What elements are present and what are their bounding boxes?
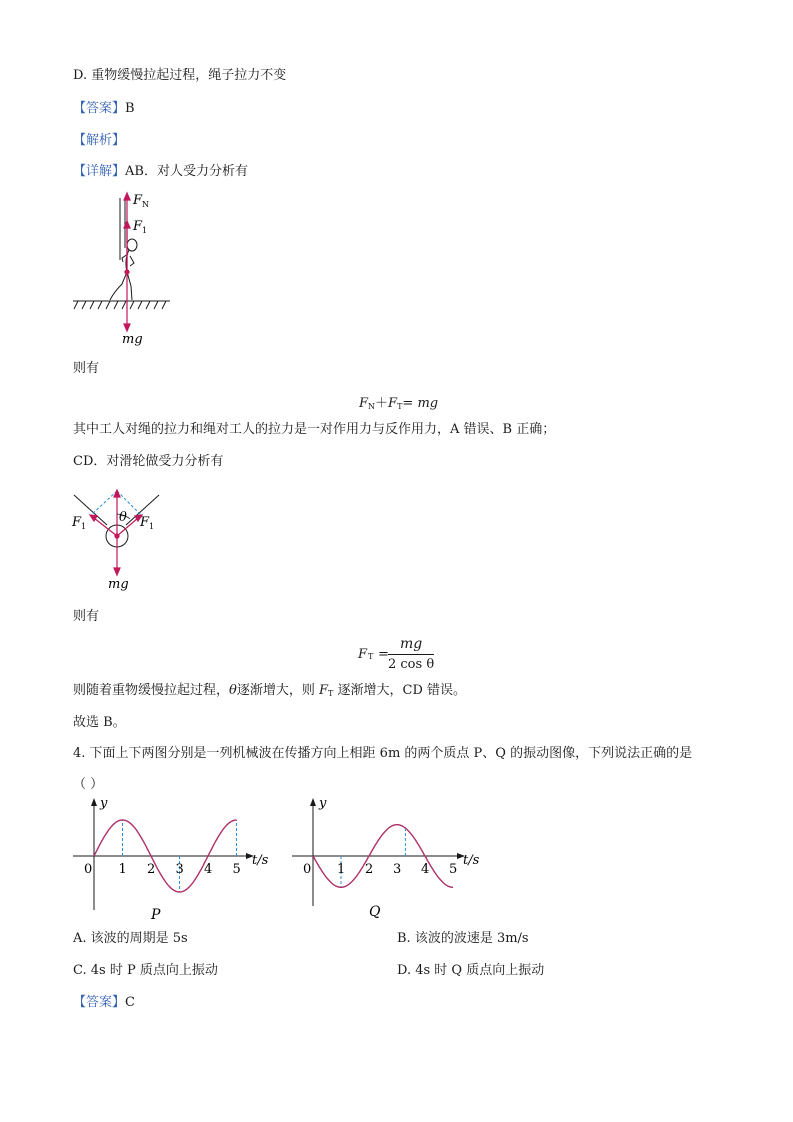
cd-line: CD．对滑轮做受力分析有 [73,454,224,469]
conclusion-line: 则随着重物缓慢拉起过程，θ逐渐增大，则 $F_T$ 逐渐增大，CD 错误。 [73,683,466,698]
y-axis-label: y [319,796,327,811]
parallelogram-dashed [91,491,141,536]
graph-q-label: Q [369,904,381,920]
option-a: A. 该波的周期是 5s [73,931,188,946]
x-axis-label: t/s [463,853,480,868]
answer-tag: 【答案】 [73,101,126,116]
tick-label-1: 1 [118,862,127,877]
option-c: C. 4s 时 P 质点向上振动 [73,963,218,978]
tick-label-3: 3 [393,862,402,877]
equation-2: F T = mg 2 cos θ [358,636,435,672]
tick-label-1: 1 [337,862,346,877]
answer-line-q4 [73,995,135,1011]
tick-label-5: 5 [232,862,241,877]
graph-q [289,798,489,923]
y-axis-arrow [91,798,97,806]
tick-label-4: 4 [421,862,430,877]
graph-p [70,798,275,926]
y-axis-label: y [100,796,108,811]
answer-value: C [125,995,135,1010]
f1-right-label: $F_1$ [140,515,155,531]
detail-tag: 【详解】 [73,164,126,179]
fn-label: $F_N$ [133,193,150,209]
choose-line: 故选 B。 [73,715,126,730]
tick-label-0: 0 [84,862,93,877]
option-d-q3: D. 重物缓慢拉起过程，绳子拉力不变 [73,68,287,83]
f1-label: $F_1$ [133,219,148,235]
tick-label-4: 4 [204,862,213,877]
tick-label-0: 0 [303,862,312,877]
tick-label-2: 2 [147,862,156,877]
detail-text: AB．对人受力分析有 [125,164,248,179]
ground-hatching [74,301,166,309]
pulley-force-diagram [70,484,170,596]
mg-label-2: mg [108,577,129,592]
detail-line [73,164,248,180]
then-has-2: 则有 [73,609,100,624]
f1-left-label: $F_1$ [72,515,87,531]
mg-label: mg [122,332,143,347]
y-axis-arrow [310,798,316,806]
answer-tag: 【答案】 [73,995,126,1010]
equation-1: $F_N+F_T=$ mg [359,396,439,411]
worker-figure [110,239,137,300]
q4-stem: 4. 下面上下两图分别是一列机械波在传播方向上相距 6m 的两个质点 P、Q 的振动图像，下列说法正确的是 [73,746,693,761]
x-axis-label: t/s [252,853,269,868]
answer-value: B [125,101,135,116]
fraction-bar [388,654,434,655]
worker-force-diagram [70,188,180,348]
then-has-1: 则有 [73,361,100,376]
theta-label: θ [119,510,127,525]
option-d: D. 4s 时 Q 质点向上振动 [397,963,545,978]
tick-label-3: 3 [175,862,184,877]
option-b: B. 该波的波速是 3m/s [397,931,529,946]
analysis-tag: 【解析】 [73,133,126,148]
answer-line-q3 [73,101,135,117]
graph-p-label: P [151,907,161,923]
tick-label-2: 2 [365,862,374,877]
q4-paren: （ ） [73,777,104,792]
tick-label-5: 5 [449,862,458,877]
explain-line-1: 其中工人对绳的拉力和绳对工人的拉力是一对作用力与反作用力，A 错误、B 正确； [73,422,556,437]
